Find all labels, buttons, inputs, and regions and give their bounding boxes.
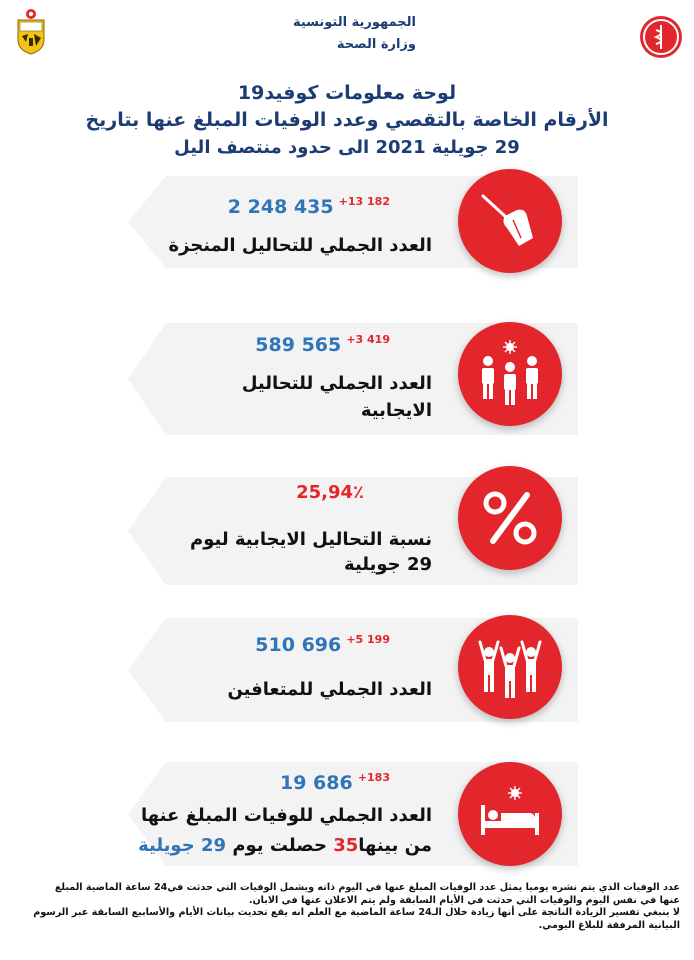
infected-people-icon — [458, 322, 562, 426]
recovered-label: العدد الجملي للمتعافين — [227, 679, 432, 700]
positive-tests-label-line1: العدد الجملي للتحاليل — [241, 373, 432, 394]
footer-line-3: لا ينبغي تفسير الزيادة الناتجة على أنها زيادة خلال الـ24 ساعة الماضية مع العلم انه يقع تحديث بيانات الأيام والأسابيع السابقة عبر الرسوم — [33, 907, 680, 918]
ministry-health-logo-icon — [640, 16, 682, 58]
deaths-value: 19 686 — [280, 772, 353, 794]
header — [0, 0, 694, 74]
recovered-value: 510 696 — [255, 634, 342, 656]
total-tests-increase: +13 182 — [338, 195, 390, 208]
percent-icon — [458, 466, 562, 570]
patient-bed-icon — [458, 762, 562, 866]
footer-line-2: عنها في نفس اليوم والوفيات التي حدثت في الأيام السابقة ولم يتم الاعلان عنها في الابان. — [248, 894, 680, 906]
recovered-number — [255, 634, 390, 656]
positivity-rate-label-line1: نسبة التحاليل الايجابية ليوم — [190, 529, 432, 550]
positive-tests-label-line2: الايجابية — [360, 400, 432, 421]
deaths-label-line2 — [138, 834, 432, 858]
gov-name: الجمهورية التونسية — [292, 15, 416, 30]
deaths-label-line1: العدد الجملي للوفيات المبلغ عنها — [141, 805, 432, 826]
total-tests-number — [228, 196, 390, 218]
deaths-increase: +183 — [357, 771, 390, 784]
footer-line-1: عدد الوفيات الذي يتم نشره يوميا يمثل عدد الوفيات المبلغ عنها في اليوم ذاته ويشمل الوفيات التي حدثت في24 ساعة الماضية المبلغ — [54, 882, 680, 893]
deaths-label-part-b: حصلت يوم — [232, 835, 327, 856]
test-swab-icon — [458, 169, 562, 273]
total-tests-label: العدد الجملي للتحاليل المنجزة — [168, 235, 432, 256]
title-line-2: الأرقام الخاصة بالتقصي وعدد الوفيات المبلغ عنها بتاريخ — [85, 109, 609, 131]
recovered-increase: +5 199 — [346, 633, 390, 646]
title-line-3: 29 جويلية 2021 الى حدود منتصف اليل — [174, 137, 520, 158]
deaths-label-part-a: من بينها — [358, 835, 432, 856]
footer-line-4: البيانية المرفقة للبلاغ اليومي. — [538, 919, 680, 931]
total-tests-value: 2 248 435 — [227, 196, 334, 218]
deaths-day-count: 35 — [333, 835, 359, 856]
recovered-people-icon — [458, 615, 562, 719]
deaths-label-date: 29 جويلية — [138, 835, 227, 856]
deaths-number — [280, 772, 390, 794]
ministry-name: وزارة الصحة — [336, 37, 416, 52]
positive-tests-value: 589 565 — [255, 334, 342, 356]
tunisia-emblem-icon — [14, 8, 48, 56]
footer-note — [14, 882, 680, 932]
positivity-rate-value: 25,94٪ — [296, 482, 364, 503]
positivity-rate-label-line2: 29 جويلية — [344, 554, 432, 575]
positive-tests-increase: +3 419 — [346, 333, 390, 346]
positive-tests-number — [255, 334, 390, 356]
page-title — [0, 80, 694, 161]
title-line-1: لوحة معلومات كوفيد19 — [237, 82, 457, 104]
